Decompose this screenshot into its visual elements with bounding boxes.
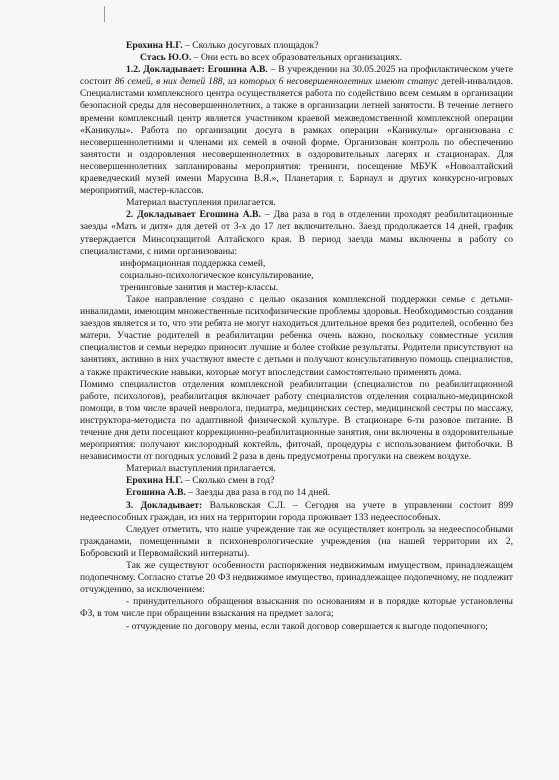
list-item: информационная поддержка семей, — [120, 257, 266, 269]
paragraph-property: Так же существуют особенности распоряжения недвижимым имуществом, принадлежащем подопечному. Согласно статье 20 ФЗ недвижимое имущество, принадлежащее подопечному, не подлежит отчуждению, за исключением: — [80, 560, 513, 596]
paragraph-text: – Заезды два раза в год по 14 дней. — [185, 487, 331, 499]
speaker-name: Ерохина Н.Г. — [126, 475, 183, 487]
paragraph-report-3 — [80, 500, 513, 524]
paragraph-specialists: Помимо специалистов отделения комплексной реабилитации (специалистов по реабилитационной работе, психологов), реабилитация включает работу специалистов отделения социально-медицинской помощи, в том числе врачей невролога, педиатра, медицинских сестер, медицинской сестры по массажу, инструктора-методиста по адаптивной физической культуре. В стационаре 6-ти разовое питание. В течение дня дети посещают коррекционно-реабилитационные занятия, они включены в оздоровительные мероприятия: получают кислородный коктейль, фиточай, процедуры с использованием фитобочки. В независимости от погодных условий 2 раза в день предусмотрены прогулки на свежем воздухе. — [80, 378, 513, 463]
paragraph-control: Следует отметить, что наше учреждение так же осуществляет контроль за недееспособными гражданами, помещенными в психоневрологические учреждения (на нашей территории их 2, Бобровский и Первомайский интернаты). — [80, 523, 513, 559]
paragraph-report-2 — [80, 209, 513, 257]
report-heading: 2. Докладывает Егошина А.В. — [126, 209, 261, 221]
paragraph-question-1 — [80, 40, 513, 52]
report-heading: 1.2. Докладывает: Егошина А.В. — [126, 64, 268, 76]
paragraph-material-note-2: Материал выступления прилагается. — [126, 463, 276, 475]
paragraph-report-1-2 — [80, 64, 513, 197]
paragraph-answer-2 — [80, 487, 513, 499]
italic-text: 86 семей, в них детей 188, из которых 6 несовершеннолетних имеют статус — [114, 76, 439, 88]
list-item: тренинговые занятия и мастер-классы. — [120, 281, 279, 293]
speaker-name: Ерохина Н.Г. — [126, 40, 183, 51]
paragraph-text: – Два раза в год в отделении проходят реабилитационные заезды «Мать и дитя» для детей от 3-х до 17 лет включительно. Заезд продолжается 14 дней, график утверждается Минсоцзащитой Алтайского края. В период заезда мамы включены в работу со специалистами, с ними организованы: — [80, 209, 513, 257]
paragraph-question-2 — [80, 475, 513, 487]
paragraph-text: – Сколько досуговых площадок? — [182, 40, 319, 51]
scan-edge-mark — [104, 6, 105, 22]
paragraph-material-note-1: Материал выступления прилагается. — [126, 197, 276, 209]
speaker-name: Стась Ю.О. — [140, 52, 192, 64]
report-heading: 3. Докладывает: — [126, 499, 203, 511]
paragraph-text: детей-инвалидов. Специалистами комплексного центра осуществляется работа по содействию всем семьям в организации безопасной среды для несовершеннолетних, а также в организации летней занятости. В течение летнего времени комплексный центр является участником краевой межведомственной комплексной операции «Каникулы». Работа по организации досуга в рамках операции «Каникулы» организована с несовершеннолетними и членами их семей в очной форме. Организован контроль по обеспечению занятости и оздоровления несовершеннолетних в оздоровительных лагерях и стационарах. Для несовершеннолетних запланированы мероприятия: тренинги, посещение МБУК «Новоалтайский краеведческий музей имени Марусина В.Я.», Планетария г. Барнаул и других конкурсно-игровых мероприятий, мастер-классов. — [80, 76, 513, 197]
paragraph-text: – Сколько смен в год? — [182, 475, 275, 487]
exception-item: - отчуждение по договору мены, если такой договор совершается к выгоде подопечного; — [126, 620, 488, 632]
list-item: социально-психологическое консультирование, — [120, 269, 314, 281]
paragraph-text: Вальковская С.Л. – Сегодня на учете в управлении состоит 899 недееспособных граждан, из них на территории города проживает 133 недееспособных. — [80, 499, 514, 523]
paragraph-text: – Они есть во всех образовательных организациях. — [191, 52, 403, 64]
paragraph-answer-1 — [80, 52, 513, 64]
paragraph-direction: Такое направление создано с целью оказания комплексной поддержки семье с детьми-инвалидами, имеющим множественные психофизические проблемы здоровья. Необходимостью создания заездов является и то, что эти ребята не могут находиться длительное время без родителей, особенно без матери. Участие родителей в реабилитации ребенка очень важно, поскольку совместные усилия специалистов и семьи нередко приносят лучшие и более стойкие результаты. Родители присутствуют на занятиях, активно в них участвуют вместе с детьми и получают консультативную помощь специалистов, а также практические навыки, которые могут впоследствии самостоятельно применять дома. — [80, 293, 513, 378]
exception-item: - принудительного обращения взыскания по основаниям и в порядке которые установлены ФЗ, в том числе при обращении взыскания на предмет залога; — [80, 596, 513, 620]
paragraph-text: – В учреждении на 30.05.2025 на профилактическом учете состоит — [80, 64, 513, 88]
speaker-name: Егошина А.В. — [126, 487, 186, 499]
